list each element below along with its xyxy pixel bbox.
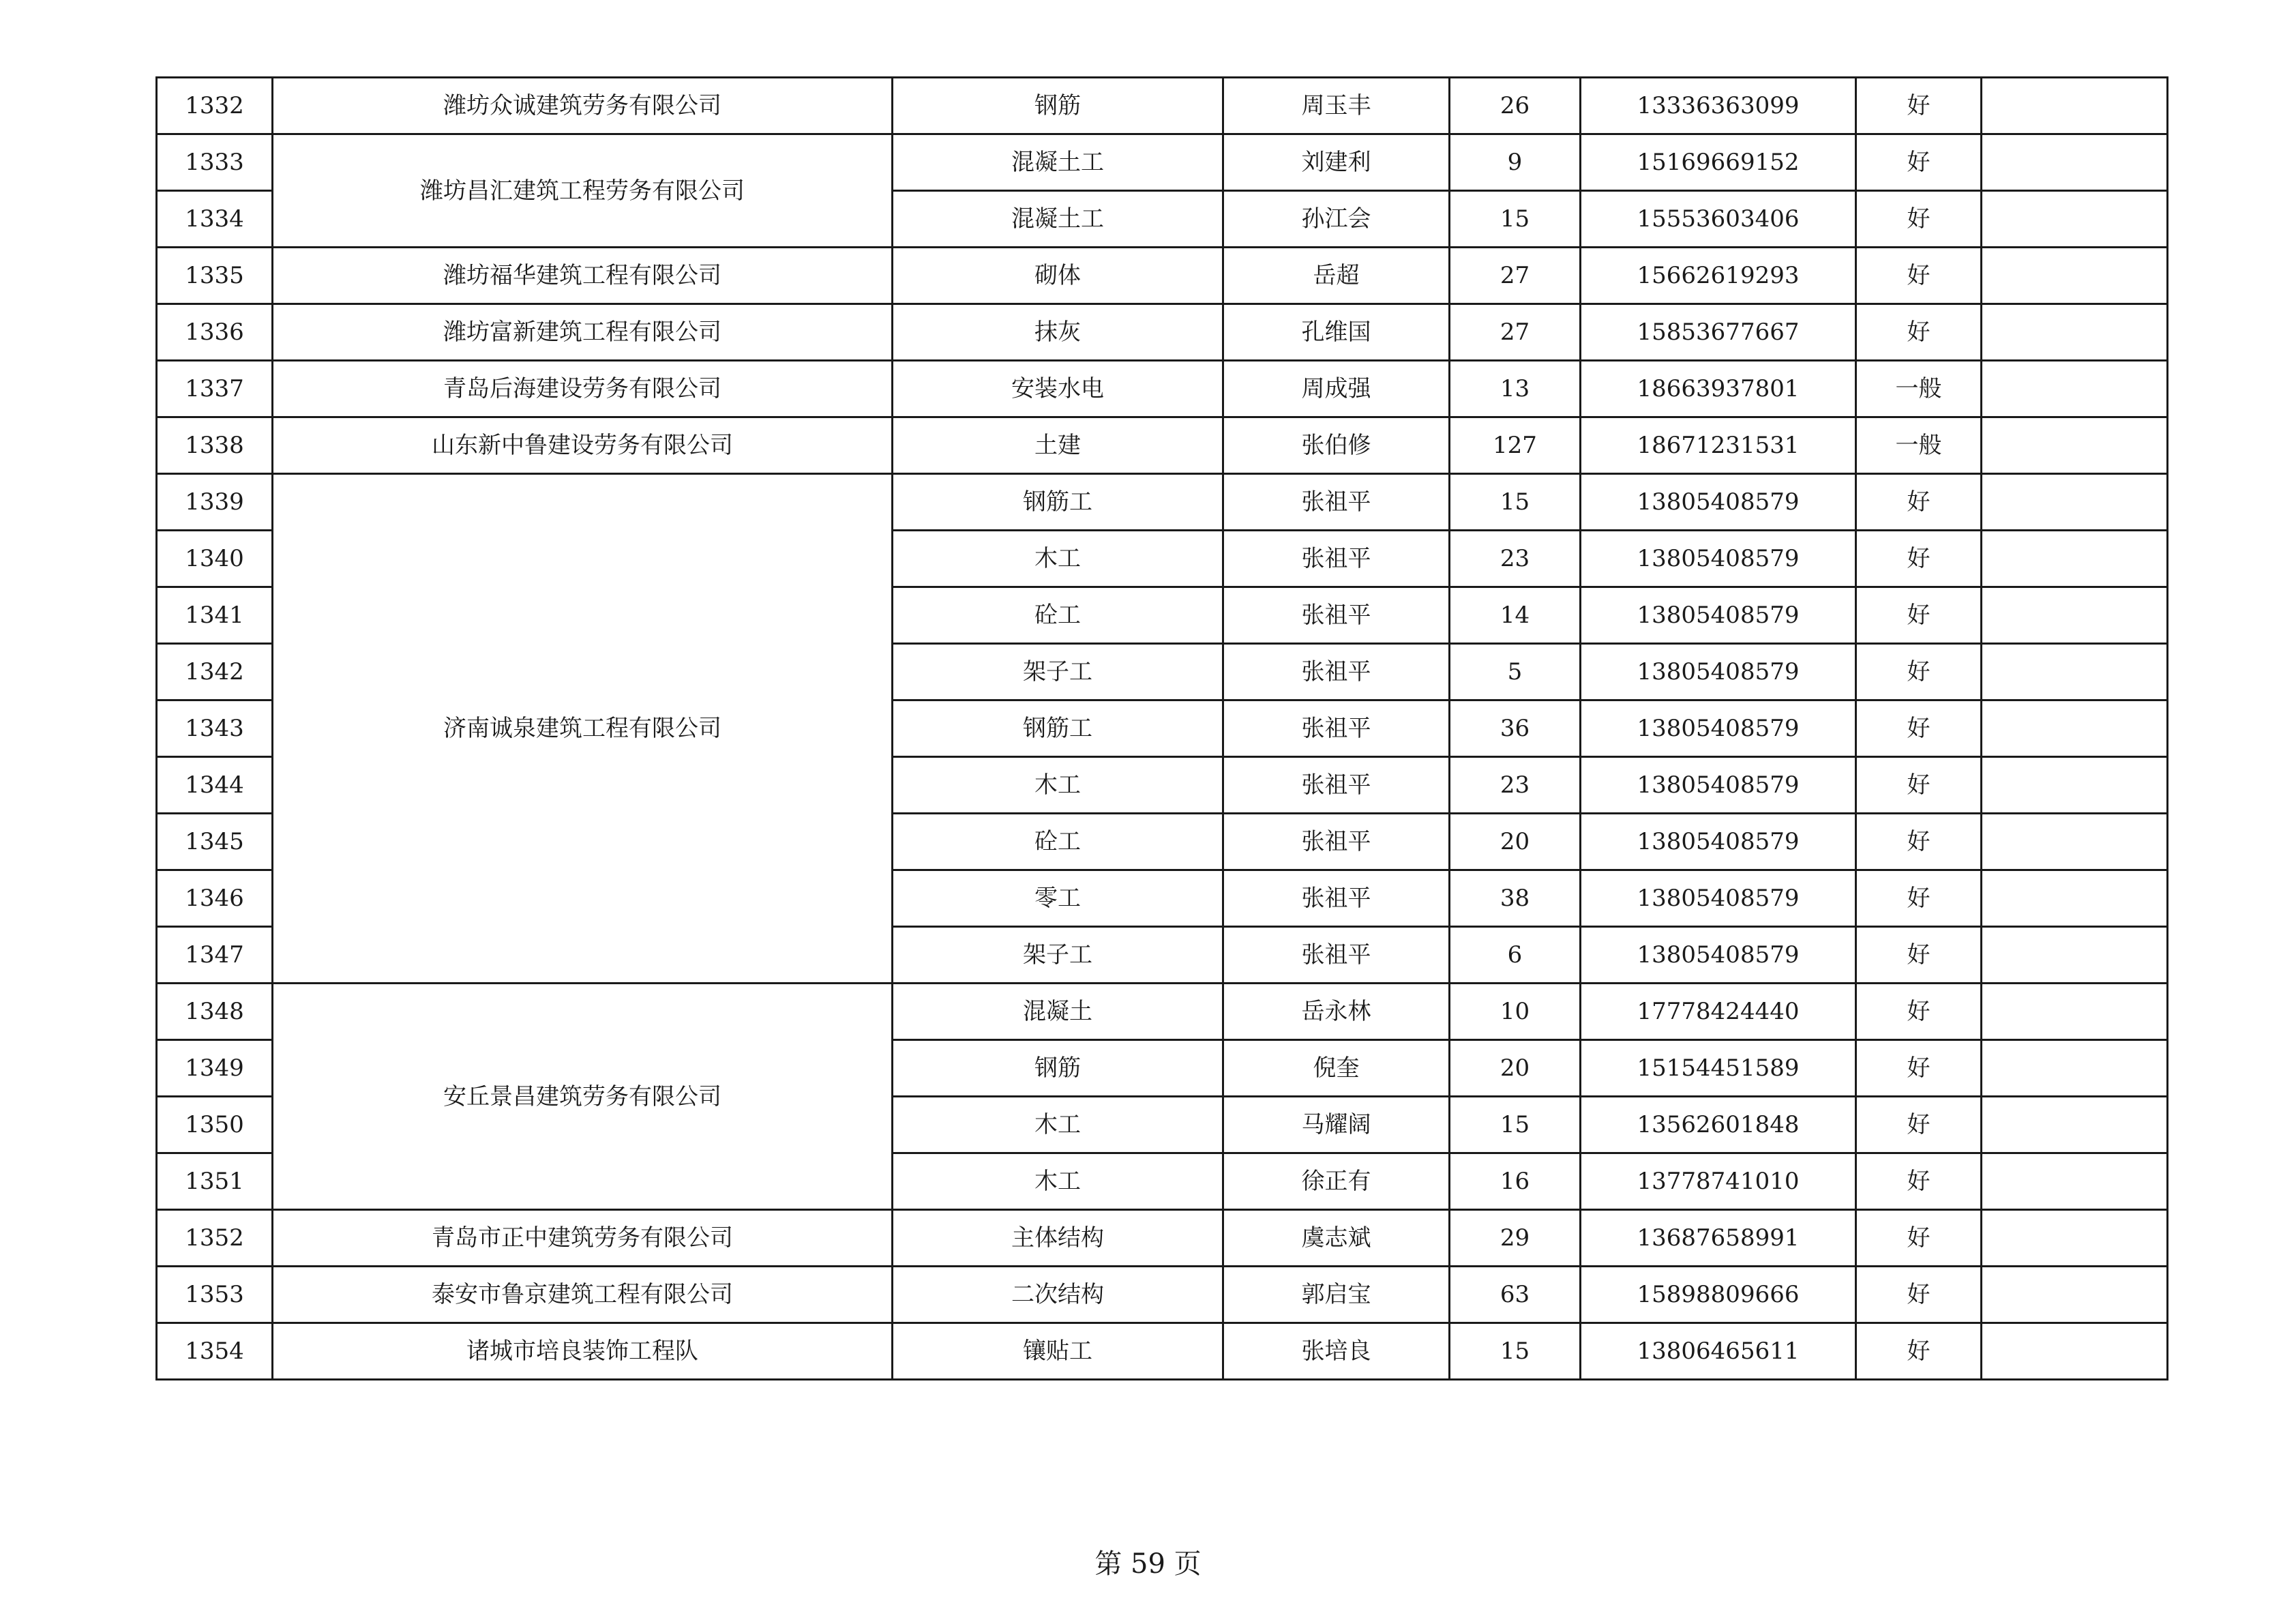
trade-cell: 主体结构: [893, 1210, 1223, 1267]
worker-count-cell: 63: [1450, 1267, 1581, 1323]
row-number-cell: 1349: [157, 1040, 273, 1097]
rating-cell: 好: [1856, 248, 1982, 304]
company-cell: 山东新中鲁建设劳务有限公司: [273, 417, 893, 474]
table-row: [157, 984, 2168, 1040]
company-cell: 安丘景昌建筑劳务有限公司: [273, 984, 893, 1210]
remarks-cell: [1982, 644, 2168, 700]
row-number-cell: 1346: [157, 870, 273, 927]
company-cell: 潍坊昌汇建筑工程劳务有限公司: [273, 134, 893, 248]
team-leader-cell: 张祖平: [1223, 700, 1450, 757]
remarks-cell: [1982, 134, 2168, 191]
rating-cell: 好: [1856, 1097, 1982, 1153]
table-row: [157, 474, 2168, 531]
row-number-cell: 1351: [157, 1153, 273, 1210]
phone-cell: 18663937801: [1581, 361, 1856, 417]
team-leader-cell: 张祖平: [1223, 757, 1450, 814]
phone-cell: 13336363099: [1581, 78, 1856, 134]
phone-cell: 13562601848: [1581, 1097, 1856, 1153]
team-leader-cell: 孔维国: [1223, 304, 1450, 361]
rating-cell: 好: [1856, 134, 1982, 191]
trade-cell: 架子工: [893, 927, 1223, 984]
worker-count-cell: 127: [1450, 417, 1581, 474]
row-number-cell: 1332: [157, 78, 273, 134]
worker-count-cell: 23: [1450, 757, 1581, 814]
row-number-cell: 1350: [157, 1097, 273, 1153]
team-leader-cell: 周成强: [1223, 361, 1450, 417]
worker-count-cell: 38: [1450, 870, 1581, 927]
worker-count-cell: 29: [1450, 1210, 1581, 1267]
table-row: [157, 1210, 2168, 1267]
rating-cell: 好: [1856, 984, 1982, 1040]
worker-count-cell: 26: [1450, 78, 1581, 134]
trade-cell: 钢筋工: [893, 700, 1223, 757]
rating-cell: 一般: [1856, 417, 1982, 474]
row-number-cell: 1333: [157, 134, 273, 191]
remarks-cell: [1982, 191, 2168, 248]
page-number: 第 59 页: [1094, 1548, 1202, 1580]
row-number-cell: 1343: [157, 700, 273, 757]
trade-cell: 镶贴工: [893, 1323, 1223, 1380]
remarks-cell: [1982, 1323, 2168, 1380]
trade-cell: 钢筋: [893, 78, 1223, 134]
trade-cell: 钢筋: [893, 1040, 1223, 1097]
remarks-cell: [1982, 984, 2168, 1040]
row-number-cell: 1354: [157, 1323, 273, 1380]
rating-cell: 好: [1856, 1267, 1982, 1323]
phone-cell: 15169669152: [1581, 134, 1856, 191]
table-row: [157, 361, 2168, 417]
worker-count-cell: 15: [1450, 1097, 1581, 1153]
rating-cell: 好: [1856, 474, 1982, 531]
team-leader-cell: 周玉丰: [1223, 78, 1450, 134]
remarks-cell: [1982, 757, 2168, 814]
company-cell: 诸城市培良装饰工程队: [273, 1323, 893, 1380]
phone-cell: 13805408579: [1581, 644, 1856, 700]
worker-count-cell: 36: [1450, 700, 1581, 757]
trade-cell: 砼工: [893, 814, 1223, 870]
rating-cell: 好: [1856, 1210, 1982, 1267]
remarks-cell: [1982, 304, 2168, 361]
row-number-cell: 1339: [157, 474, 273, 531]
company-cell: 泰安市鲁京建筑工程有限公司: [273, 1267, 893, 1323]
team-leader-cell: 张祖平: [1223, 587, 1450, 644]
row-number-cell: 1348: [157, 984, 273, 1040]
worker-count-cell: 27: [1450, 304, 1581, 361]
rating-cell: 好: [1856, 870, 1982, 927]
team-leader-cell: 岳永林: [1223, 984, 1450, 1040]
company-cell: 潍坊众诚建筑劳务有限公司: [273, 78, 893, 134]
row-number-cell: 1336: [157, 304, 273, 361]
phone-cell: 15553603406: [1581, 191, 1856, 248]
remarks-cell: [1982, 1210, 2168, 1267]
rating-cell: 好: [1856, 78, 1982, 134]
phone-cell: 13805408579: [1581, 700, 1856, 757]
table-row: [157, 248, 2168, 304]
phone-cell: 15853677667: [1581, 304, 1856, 361]
phone-cell: 17778424440: [1581, 984, 1856, 1040]
team-leader-cell: 马耀阔: [1223, 1097, 1450, 1153]
trade-cell: 砼工: [893, 587, 1223, 644]
remarks-cell: [1982, 78, 2168, 134]
rating-cell: 好: [1856, 191, 1982, 248]
rating-cell: 一般: [1856, 361, 1982, 417]
team-leader-cell: 岳超: [1223, 248, 1450, 304]
rating-cell: 好: [1856, 1153, 1982, 1210]
trade-cell: 钢筋工: [893, 474, 1223, 531]
team-leader-cell: 张伯修: [1223, 417, 1450, 474]
worker-count-cell: 15: [1450, 191, 1581, 248]
worker-count-cell: 15: [1450, 474, 1581, 531]
table-row: [157, 134, 2168, 191]
row-number-cell: 1347: [157, 927, 273, 984]
trade-cell: 抹灰: [893, 304, 1223, 361]
rating-cell: 好: [1856, 1323, 1982, 1380]
remarks-cell: [1982, 700, 2168, 757]
table-row: [157, 1323, 2168, 1380]
trade-cell: 二次结构: [893, 1267, 1223, 1323]
trade-cell: 安装水电: [893, 361, 1223, 417]
remarks-cell: [1982, 1097, 2168, 1153]
rating-cell: 好: [1856, 814, 1982, 870]
phone-cell: 13805408579: [1581, 870, 1856, 927]
remarks-cell: [1982, 587, 2168, 644]
team-leader-cell: 孙江会: [1223, 191, 1450, 248]
team-leader-cell: 倪奎: [1223, 1040, 1450, 1097]
row-number-cell: 1341: [157, 587, 273, 644]
phone-cell: 15898809666: [1581, 1267, 1856, 1323]
table-row: [157, 417, 2168, 474]
worker-count-cell: 20: [1450, 1040, 1581, 1097]
rating-cell: 好: [1856, 531, 1982, 587]
rating-cell: 好: [1856, 587, 1982, 644]
worker-count-cell: 10: [1450, 984, 1581, 1040]
worker-count-cell: 5: [1450, 644, 1581, 700]
worker-count-cell: 14: [1450, 587, 1581, 644]
row-number-cell: 1334: [157, 191, 273, 248]
row-number-cell: 1344: [157, 757, 273, 814]
phone-cell: 13805408579: [1581, 927, 1856, 984]
company-cell: 潍坊福华建筑工程有限公司: [273, 248, 893, 304]
rating-cell: 好: [1856, 304, 1982, 361]
table-row: [157, 78, 2168, 134]
remarks-cell: [1982, 417, 2168, 474]
phone-cell: 13805408579: [1581, 531, 1856, 587]
team-leader-cell: 张祖平: [1223, 474, 1450, 531]
phone-cell: 13805408579: [1581, 587, 1856, 644]
team-leader-cell: 张祖平: [1223, 644, 1450, 700]
roster-table: [155, 76, 2168, 1381]
row-number-cell: 1352: [157, 1210, 273, 1267]
trade-cell: 混凝土工: [893, 134, 1223, 191]
rating-cell: 好: [1856, 644, 1982, 700]
trade-cell: 木工: [893, 531, 1223, 587]
phone-cell: 13805408579: [1581, 474, 1856, 531]
row-number-cell: 1338: [157, 417, 273, 474]
phone-cell: 15154451589: [1581, 1040, 1856, 1097]
company-cell: 潍坊富新建筑工程有限公司: [273, 304, 893, 361]
worker-count-cell: 15: [1450, 1323, 1581, 1380]
rating-cell: 好: [1856, 927, 1982, 984]
team-leader-cell: 张培良: [1223, 1323, 1450, 1380]
rating-cell: 好: [1856, 1040, 1982, 1097]
rating-cell: 好: [1856, 700, 1982, 757]
phone-cell: 13805408579: [1581, 757, 1856, 814]
remarks-cell: [1982, 361, 2168, 417]
remarks-cell: [1982, 248, 2168, 304]
phone-cell: 18671231531: [1581, 417, 1856, 474]
team-leader-cell: 张祖平: [1223, 870, 1450, 927]
worker-count-cell: 20: [1450, 814, 1581, 870]
team-leader-cell: 张祖平: [1223, 531, 1450, 587]
rating-cell: 好: [1856, 757, 1982, 814]
team-leader-cell: 张祖平: [1223, 814, 1450, 870]
phone-cell: 15662619293: [1581, 248, 1856, 304]
trade-cell: 混凝土工: [893, 191, 1223, 248]
phone-cell: 13805408579: [1581, 814, 1856, 870]
phone-cell: 13687658991: [1581, 1210, 1856, 1267]
trade-cell: 零工: [893, 870, 1223, 927]
remarks-cell: [1982, 1267, 2168, 1323]
row-number-cell: 1353: [157, 1267, 273, 1323]
team-leader-cell: 虞志斌: [1223, 1210, 1450, 1267]
trade-cell: 木工: [893, 1153, 1223, 1210]
phone-cell: 13778741010: [1581, 1153, 1856, 1210]
row-number-cell: 1337: [157, 361, 273, 417]
remarks-cell: [1982, 531, 2168, 587]
row-number-cell: 1345: [157, 814, 273, 870]
trade-cell: 木工: [893, 1097, 1223, 1153]
remarks-cell: [1982, 870, 2168, 927]
trade-cell: 土建: [893, 417, 1223, 474]
row-number-cell: 1335: [157, 248, 273, 304]
worker-count-cell: 6: [1450, 927, 1581, 984]
remarks-cell: [1982, 927, 2168, 984]
trade-cell: 混凝土: [893, 984, 1223, 1040]
company-cell: 济南诚泉建筑工程有限公司: [273, 474, 893, 984]
worker-count-cell: 27: [1450, 248, 1581, 304]
remarks-cell: [1982, 1040, 2168, 1097]
table-row: [157, 1267, 2168, 1323]
trade-cell: 木工: [893, 757, 1223, 814]
row-number-cell: 1342: [157, 644, 273, 700]
team-leader-cell: 张祖平: [1223, 927, 1450, 984]
roster-body: [157, 78, 2168, 1380]
company-cell: 青岛市正中建筑劳务有限公司: [273, 1210, 893, 1267]
remarks-cell: [1982, 474, 2168, 531]
worker-count-cell: 9: [1450, 134, 1581, 191]
worker-count-cell: 13: [1450, 361, 1581, 417]
worker-count-cell: 23: [1450, 531, 1581, 587]
remarks-cell: [1982, 1153, 2168, 1210]
table-row: [157, 304, 2168, 361]
trade-cell: 砌体: [893, 248, 1223, 304]
remarks-cell: [1982, 814, 2168, 870]
trade-cell: 架子工: [893, 644, 1223, 700]
row-number-cell: 1340: [157, 531, 273, 587]
phone-cell: 13806465611: [1581, 1323, 1856, 1380]
worker-count-cell: 16: [1450, 1153, 1581, 1210]
team-leader-cell: 郭启宝: [1223, 1267, 1450, 1323]
team-leader-cell: 刘建利: [1223, 134, 1450, 191]
company-cell: 青岛后海建设劳务有限公司: [273, 361, 893, 417]
team-leader-cell: 徐正有: [1223, 1153, 1450, 1210]
